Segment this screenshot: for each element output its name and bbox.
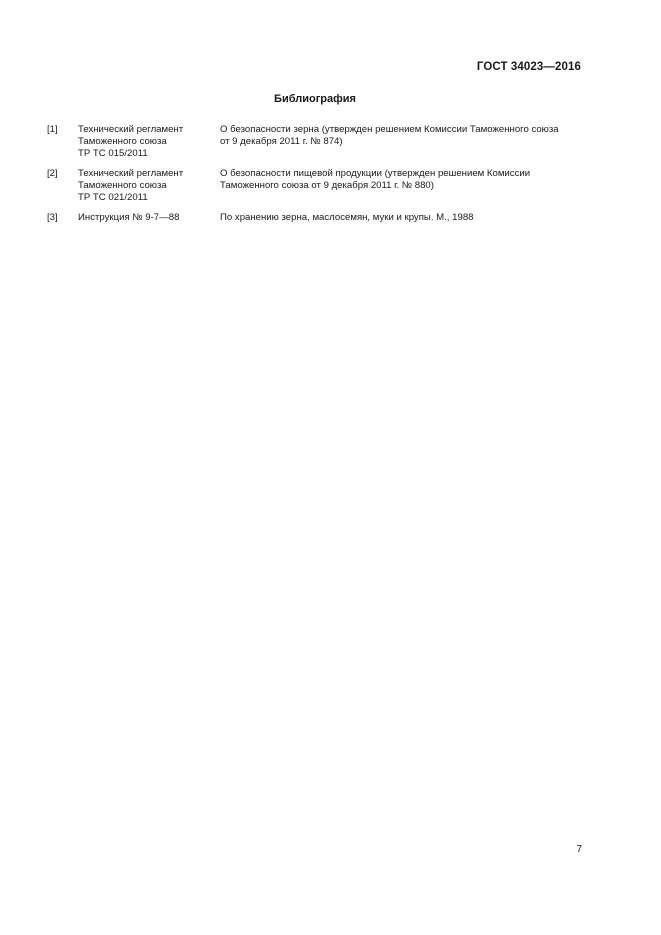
- bibliography-list: [47, 124, 587, 232]
- entry-document-line: Таможенного союза: [78, 136, 167, 147]
- entry-document-line: Технический регламент: [78, 124, 184, 135]
- entry-document-line: Таможенного союза: [78, 180, 167, 191]
- entry-title: [220, 124, 587, 160]
- entry-title: [220, 168, 587, 204]
- document-code: ГОСТ 34023—2016: [476, 61, 581, 73]
- entry-document: [78, 168, 220, 204]
- entry-document-line: Технический регламент: [78, 168, 184, 179]
- entry-number: [1]: [47, 124, 58, 135]
- entry-title-line: По хранению зерна, маслосемян, муки и крупы. М., 1988: [220, 212, 474, 223]
- entry-number: [2]: [47, 168, 58, 179]
- section-title: Библиография: [274, 93, 356, 105]
- page-number: 7: [576, 844, 582, 855]
- entry-document-line: Инструкция № 9-7—88: [78, 212, 180, 223]
- entry-title-line: О безопасности зерна (утвержден решением Комиссии Таможенного союза: [220, 124, 559, 135]
- entry-document-line: ТР ТС 015/2011: [78, 148, 148, 159]
- entry-title-line: О безопасности пищевой продукции (утвержден решением Комиссии: [220, 168, 531, 179]
- bibliography-entry: [47, 124, 587, 160]
- entry-title-line: Таможенного союза от 9 декабря 2011 г. № 880): [220, 180, 434, 191]
- entry-document-line: ТР ТС 021/2011: [78, 192, 148, 203]
- entry-title: [220, 212, 587, 224]
- entry-document: [78, 212, 220, 224]
- bibliography-entry: [47, 168, 587, 204]
- entry-number: [3]: [47, 212, 58, 223]
- bibliography-entry: [47, 212, 587, 224]
- entry-document: [78, 124, 220, 160]
- entry-title-line: от 9 декабря 2011 г. № 874): [220, 136, 343, 147]
